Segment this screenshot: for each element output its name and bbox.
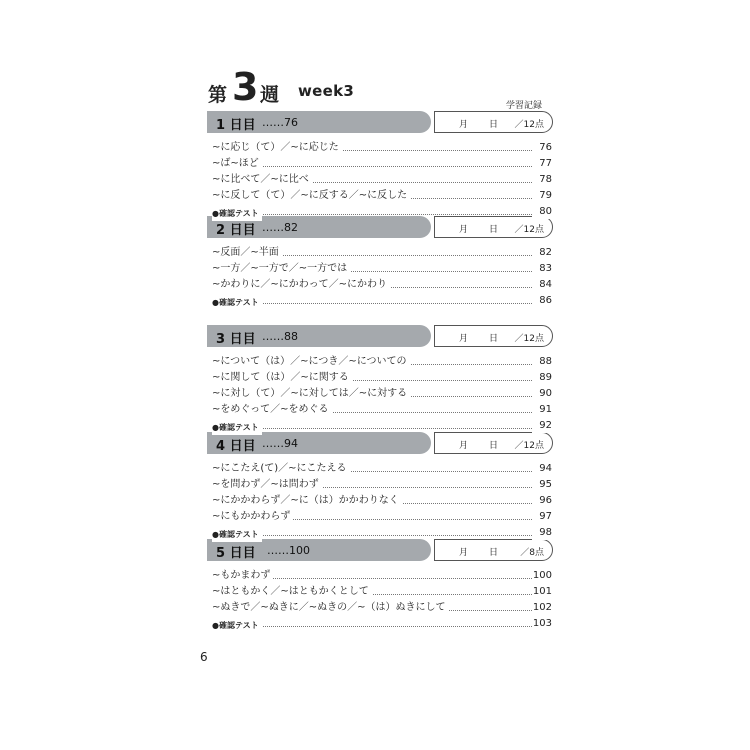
section-header bbox=[207, 325, 553, 347]
entry-page: 79 bbox=[532, 189, 552, 203]
entry-list bbox=[212, 355, 552, 435]
entry-page: 76 bbox=[532, 141, 552, 155]
toc-entry bbox=[212, 403, 552, 419]
entry-label: ~に対し（て）／~に対しては／~に対する bbox=[212, 387, 410, 401]
study-record-box bbox=[434, 539, 553, 561]
title-prefix: 第 bbox=[208, 84, 228, 106]
section-page-ref: ……82 bbox=[262, 221, 298, 234]
record-month: 月 bbox=[459, 225, 469, 235]
entry-label: ~にもかかわらず bbox=[212, 510, 293, 524]
record-month: 月 bbox=[459, 120, 469, 130]
day-section-3 bbox=[207, 325, 553, 432]
toc-entry bbox=[212, 371, 552, 387]
section-title-bar bbox=[207, 539, 431, 561]
entry-label: ~をめぐって／~をめぐる bbox=[212, 403, 332, 417]
record-score: ／12点 bbox=[514, 441, 544, 451]
record-day: 日 bbox=[489, 548, 499, 558]
toc-entry bbox=[212, 601, 552, 617]
entry-list bbox=[212, 141, 552, 221]
day-section-5 bbox=[207, 539, 553, 630]
toc-entry bbox=[212, 173, 552, 189]
record-day: 日 bbox=[489, 120, 499, 130]
section-title-bar bbox=[207, 325, 431, 347]
toc-entry bbox=[212, 462, 552, 478]
record-score: ／12点 bbox=[514, 225, 544, 235]
toc-entry bbox=[212, 478, 552, 494]
entry-label: ~にかかわらず／~に（は）かかわりなく bbox=[212, 494, 402, 508]
record-score: ／12点 bbox=[514, 334, 544, 344]
entry-page: 102 bbox=[532, 602, 552, 613]
entry-page: 83 bbox=[532, 262, 552, 276]
entry-label: ~にこたえ(て)／~にこたえる bbox=[212, 462, 350, 476]
entry-label: ●確認テスト bbox=[212, 528, 262, 542]
section-title: 2 日目 bbox=[216, 223, 256, 238]
entry-page: 95 bbox=[532, 478, 552, 492]
record-score: ／12点 bbox=[514, 120, 544, 130]
section-title: 3 日目 bbox=[216, 332, 256, 347]
toc-entry bbox=[212, 387, 552, 403]
section-title: 5 日目 bbox=[216, 546, 256, 561]
title-week-label: week3 bbox=[298, 82, 355, 100]
toc-entry-review-test bbox=[212, 617, 552, 633]
entry-list bbox=[212, 462, 552, 542]
section-page-ref: ……100 bbox=[267, 544, 310, 557]
entry-label: ~かわりに／~にかわって／~にかわり bbox=[212, 278, 390, 292]
entry-label: ●確認テスト bbox=[212, 296, 262, 310]
toc-entry bbox=[212, 494, 552, 510]
day-section-4 bbox=[207, 432, 553, 539]
entry-label: ~はともかく／~はともかくとして bbox=[212, 585, 372, 599]
entry-page: 94 bbox=[532, 462, 552, 476]
toc-entry bbox=[212, 246, 552, 262]
entry-label: ~もかまわず bbox=[212, 569, 273, 583]
entry-page: 88 bbox=[532, 355, 552, 369]
study-record-label: 学習記録 bbox=[505, 101, 542, 111]
record-month: 月 bbox=[459, 441, 469, 451]
section-title-bar bbox=[207, 111, 431, 133]
entry-page: 92 bbox=[532, 419, 552, 433]
page-number: 6 bbox=[200, 650, 208, 664]
entry-label: ~ぬきで／~ぬきに／~ぬきの／~（は）ぬきにして bbox=[212, 601, 449, 615]
entry-label: ●確認テスト bbox=[212, 619, 262, 633]
section-page-ref: ……76 bbox=[262, 116, 298, 129]
section-title: 1 日目 bbox=[216, 118, 256, 133]
entry-page: 96 bbox=[532, 494, 552, 508]
entry-label: ~反面／~半面 bbox=[212, 246, 282, 260]
toc-entry bbox=[212, 141, 552, 157]
week-title bbox=[208, 65, 548, 114]
entry-page: 90 bbox=[532, 387, 552, 401]
entry-page: 98 bbox=[532, 526, 552, 540]
section-header bbox=[207, 111, 553, 133]
toc-entry bbox=[212, 510, 552, 526]
toc-entry bbox=[212, 262, 552, 278]
entry-list bbox=[212, 569, 552, 633]
section-header bbox=[207, 432, 553, 454]
entry-label: ●確認テスト bbox=[212, 421, 262, 435]
entry-page: 100 bbox=[532, 570, 552, 581]
toc-entry bbox=[212, 278, 552, 294]
entry-page: 101 bbox=[532, 586, 552, 597]
section-title-bar bbox=[207, 432, 431, 454]
entry-page: 103 bbox=[532, 618, 552, 629]
entry-page: 78 bbox=[532, 173, 552, 187]
study-record-box bbox=[434, 216, 553, 238]
toc-entry bbox=[212, 355, 552, 371]
record-day: 日 bbox=[489, 441, 499, 451]
entry-page: 91 bbox=[532, 403, 552, 417]
title-number: 3 bbox=[232, 65, 259, 109]
record-score: ／8点 bbox=[520, 548, 544, 558]
record-month: 月 bbox=[459, 548, 469, 558]
entry-page: 89 bbox=[532, 371, 552, 385]
entry-label: ●確認テスト bbox=[212, 207, 262, 221]
study-record-box bbox=[434, 432, 553, 454]
entry-page: 82 bbox=[532, 246, 552, 260]
section-title: 4 日目 bbox=[216, 439, 256, 454]
entry-page: 84 bbox=[532, 278, 552, 292]
entry-label: ~に比べて／~に比べ bbox=[212, 173, 312, 187]
entry-label: ~ば~ほど bbox=[212, 157, 262, 171]
entry-label: ~について（は）／~につき／~についての bbox=[212, 355, 410, 369]
entry-label: ~一方／~一方で／~一方では bbox=[212, 262, 350, 276]
record-day: 日 bbox=[489, 225, 499, 235]
section-page-ref: ……94 bbox=[262, 437, 298, 450]
entry-page: 80 bbox=[532, 205, 552, 219]
section-header bbox=[207, 539, 553, 561]
toc-entry bbox=[212, 569, 552, 585]
day-section-1 bbox=[207, 111, 553, 218]
entry-page: 86 bbox=[532, 294, 552, 308]
entry-label: ~に関して（は）／~に関する bbox=[212, 371, 352, 385]
section-page-ref: ……88 bbox=[262, 330, 298, 343]
title-suffix: 週 bbox=[260, 84, 280, 106]
entry-list bbox=[212, 246, 552, 310]
toc-entry bbox=[212, 585, 552, 601]
entry-label: ~を問わず／~は問わず bbox=[212, 478, 322, 492]
study-record-box bbox=[434, 111, 553, 133]
entry-label: ~に応じ（て）／~に応じた bbox=[212, 141, 342, 155]
record-day: 日 bbox=[489, 334, 499, 344]
record-month: 月 bbox=[459, 334, 469, 344]
toc-entry bbox=[212, 157, 552, 173]
entry-page: 77 bbox=[532, 157, 552, 171]
study-record-box bbox=[434, 325, 553, 347]
entry-label: ~に反して（て）／~に反する／~に反した bbox=[212, 189, 410, 203]
entry-page: 97 bbox=[532, 510, 552, 524]
toc-entry-review-test bbox=[212, 294, 552, 310]
toc-entry bbox=[212, 189, 552, 205]
